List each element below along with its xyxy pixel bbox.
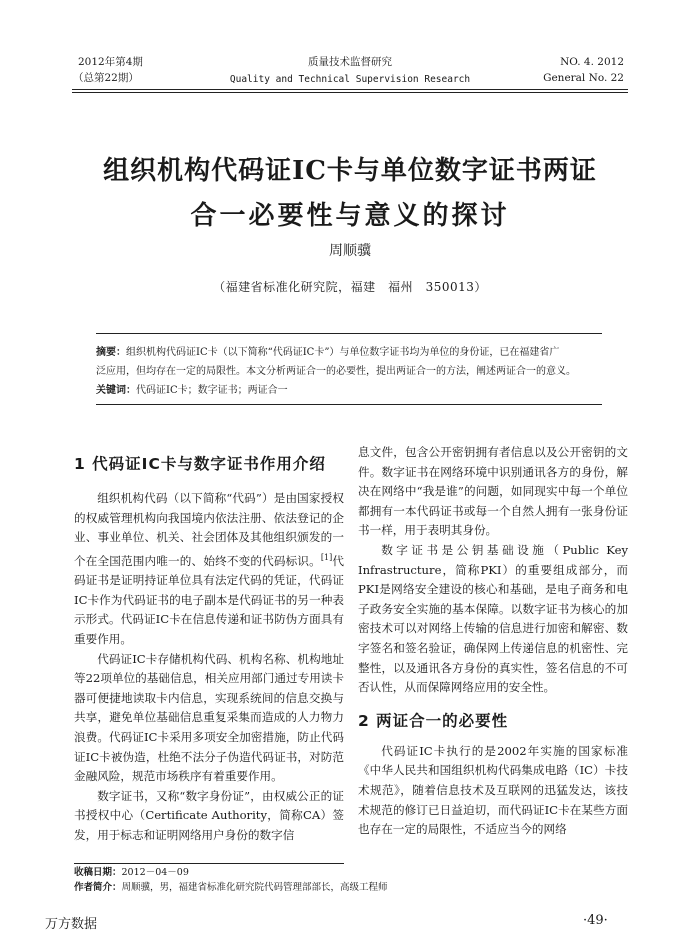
- author-affiliation: （福建省标准化研究院，福建 福州 350013）: [213, 280, 487, 294]
- paragraph-2: 代码证IC卡存储机构代码、机构名称、机构地址等22项单位的基础信息，相关应用部门通过专用读卡器可便捷地读取卡内信息，实现系统间的信息交换与共享，避免单位基础信息重复采集而造成的人力物力浪费。代码证IC卡采用多项安全加密措施，防止代码证IC卡被伪造，杜绝不法分子伪造代码证书，对防范金融风险，规范市场秩序有着重要作用。: [74, 651, 344, 784]
- issue-number-en: NO. 4. 2012: [560, 56, 624, 68]
- right-column: [358, 443, 628, 840]
- paragraph-5: 代码证IC卡执行的是2002年实施的国家标准《中华人民共和国组织机构代码集成电路（IC）卡技术规范》，随着信息技术及互联网的迅猛发达，该技术规范的修订已日益迫切，而代码证IC卡在某些方面也存在一定的局限性，不适应当今的网络: [358, 743, 628, 837]
- paragraph-3-continued: 息文件，包含公开密钥拥有者信息以及公开密钥的文件。数字证书在网络环境中识别通讯各方的身份，解决在网络中“我是谁”的问题，如同现实中每一个单位都拥有一本代码证书或每一个自然人拥有一张身份证书一样，用于表明其身份。: [358, 445, 628, 538]
- total-issue-label: （总第22期）: [73, 72, 139, 84]
- abstract-label: 摘要：: [96, 347, 126, 358]
- received-date-line: [74, 866, 189, 880]
- abstract-rule-top: [96, 333, 602, 334]
- abstract-block: [96, 343, 596, 400]
- footnote-rule: [74, 863, 344, 864]
- citation-ref: [1]: [320, 552, 333, 562]
- author-bio: 周顺骥，男，福建省标准化研究院代码管理部部长，高级工程师: [121, 882, 388, 893]
- watermark-text: 万方数据: [45, 917, 98, 932]
- journal-title-en: Quality and Technical Supervision Research: [229, 74, 471, 85]
- section-1-heading: 1 代码证IC卡与数字证书作用介绍: [74, 455, 326, 473]
- general-number-en: General No. 22: [543, 72, 624, 84]
- header-rule-bottom: [72, 92, 628, 93]
- paragraph-1: 组织机构代码（以下简称“代码”）是由国家授权的权威管理机构向我国境内依法注册、依法登记的企业、事业单位、机关、社会团体及其他组织颁发的一个在全国范围内唯一的、始终不变的代码标识。[1]代码证书是证明持证单位具有法定代码的凭证，代码证IC卡作为代码证书的电子副本是代码证书的另一种表示形式。代码证IC卡在信息传递和证书防伪方面具有重要作用。: [74, 491, 344, 647]
- abstract-rule-bottom: [96, 404, 602, 405]
- keywords-text: 代码证IC卡；数字证书；两证合一: [136, 385, 288, 396]
- header-rule-top: [72, 89, 628, 90]
- author-name: 周顺骥: [329, 243, 371, 259]
- author-bio-line: [74, 881, 388, 895]
- keywords-label: 关键词：: [96, 385, 136, 396]
- issue-label: 2012年第4期: [78, 56, 143, 68]
- section-2-heading: 2 两证合一的必要性: [358, 711, 509, 730]
- article-title-line1: 组织机构代码证IC卡与单位数字证书两证: [103, 156, 597, 186]
- received-label: 收稿日期：: [74, 867, 122, 878]
- article-title-line2: 合一必要性与意义的探讨: [190, 201, 510, 231]
- paragraph-4: 数字证书是公钥基础设施（Public Key Infrastructure，简称PKI）的重要组成部分，而PKI是网络安全建设的核心和基础，是电子商务和电子政务安全实施的基本保障。以数字证书为核心的加密技术可以对网络上传输的信息进行加密和解密、数字签名和签名验证，确保网上传递信息的机密性、完整性，以及通讯各方身份的真实性，签名信息的不可否认性，从而保障网络应用的安全性。: [358, 542, 628, 695]
- paragraph-3: 数字证书，又称“数字身份证”，由权威公正的证书授权中心（Certificate Authority，简称CA）签发，用于标志和证明网络用户身份的数字信: [74, 788, 344, 842]
- journal-title-cn: 质量技术监督研究: [308, 56, 392, 68]
- received-date: 2012－04－09: [121, 867, 189, 878]
- page-number: ·49·: [583, 913, 608, 928]
- abstract-text-1: 组织机构代码证IC卡（以下简称“代码证IC卡”）与单位数字证书均为单位的身份证，已在福建省广: [126, 347, 560, 358]
- abstract-text-2: 泛应用，但均存在一定的局限性。本文分析两证合一的必要性，提出两证合一的方法，阐述两证合一的意义。: [96, 366, 576, 377]
- left-column: [74, 443, 344, 846]
- author-bio-label: 作者简介：: [74, 882, 122, 893]
